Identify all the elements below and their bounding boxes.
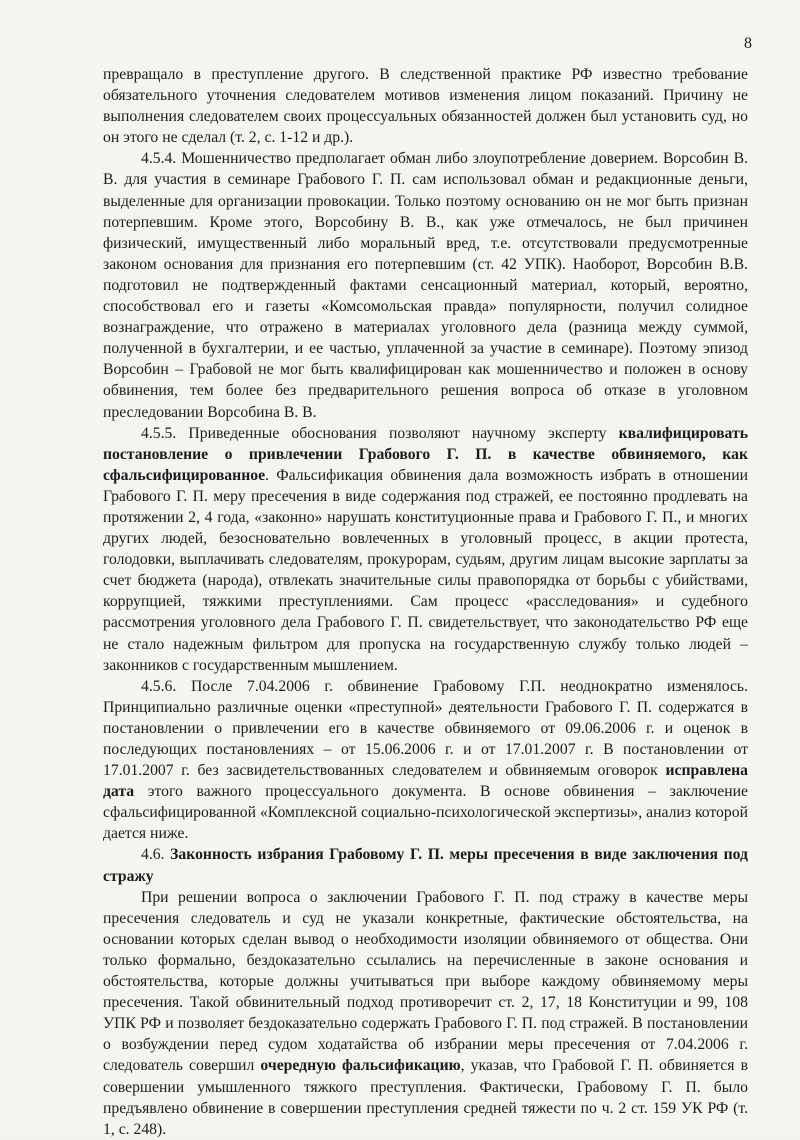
section-title: Законность избрания Грабовому Г. П. меры пресечения в виде заключения под стражу: [103, 846, 748, 885]
bold-phrase: очередную фальсификацию: [260, 1057, 461, 1075]
bold-phrase: квалифицировать постановление о привлечении Грабового Г. П. в качестве обвиняемого, как сфальсифицированное: [103, 424, 748, 484]
paragraph-text: , указав, что Грабовой Г. П. обвиняется в совершении умышленного тяжкого преступления. Фактически, Грабовому Г. П. было предъявлено обвинение в совершении преступления средней тяжести по ч. 2 ст. 159 УК РФ (т. 1, с. 248).: [103, 1057, 748, 1138]
paragraph-continuation: превращало в преступление другого. В следственной практике РФ известно требование обязательного уточнения следователем мотивов изменения лицом показаний. Причину не выполнения следователем своих процессуальных обязанностей должен был установить суд, но он этого не сделал (т. 2, с. 1-12 и др.).: [103, 66, 748, 147]
section-number: 4.6.: [141, 846, 171, 864]
paragraph-4-5-6: [103, 676, 748, 845]
paragraph-4-5-5: [103, 423, 748, 676]
paragraph-4-5-4: 4.5.4. Мошенничество предполагает обман либо злоупотребление доверием. Ворсобин В. В. для участия в семинаре Грабового Г. П. сам использовал обман и редакционные деньги, выделенные для организации провокации. Только поэтому основанию он не мог быть признан потерпевшим. Кроме этого, Ворсобину В. В., как уже отмечалось, не был причинен физический, имущественный либо моральный вред, т.е. отсутствовали предусмотренные законом основания для признания его потерпевшим (ст. 42 УПК). Наоборот, Ворсобин В.В. подготовил не подтвержденный фактами сенсационный материал, который, вероятно, способствовал его и газеты «Комсомольская правда» популярности, получил солидное вознаграждение, что отражено в материалах уголовного дела (разница между суммой, полученной в бухгалтерии, и ее частью, уплаченной за участие в семинаре). Поэтому эпизод Ворсобин – Грабовой не мог быть квалифицирован как мошенничество и положен в основу обвинения, тем более без предварительного решения вопроса об отказе в уголовном преследовании Ворсобина В. В.: [103, 150, 748, 421]
paragraph-text: 4.5.6. После 7.04.2006 г. обвинение Грабовому Г.П. неоднократно изменялось. Принципиально различные оценки «преступной» деятельности Грабового Г. П. содержатся в постановлении о привлечении его в качестве обвиняемого от 09.06.2006 г. и оценок в последующих постановлениях – от 15.06.2006 г. и от 17.01.2007 г. В постановлении от 17.01.2007 г. без засвидетельствованных следователем и обвиняемым оговорок: [103, 677, 748, 780]
paragraph-text: При решении вопроса о заключении Грабового Г. П. под стражу в качестве меры пресечения следователь и суд не указали конкретные, фактические обстоятельства, на основании которых сделан вывод о необходимости изоляции обвиняемого от общества. Они только формально, бездоказательно ссылались на перечисленные в законе основания и обстоятельства, которые должны учитываться при выборе каждому обвиняемому меры пресечения. Такой обвинительный подход противоречит ст. 2, 17, 18 Конституции и 99, 108 УПК РФ и позволяет бездоказательно содержать Грабового Г. П. под стражей. В постановлении о возбуждении перед судом ходатайства об избрании меры пресечения от 7.04.2006 г. следователь совершил: [103, 888, 748, 1075]
paragraph-text: 4.5.5. Приведенные обоснования позволяют научному эксперту: [141, 424, 619, 442]
bold-phrase: исправлена дата: [103, 762, 748, 801]
section-heading-4-6: [103, 844, 748, 886]
paragraph-4-6-body: [103, 887, 748, 1140]
paragraph-text: . Фальсификация обвинения дала возможность избрать в отношении Грабового Г. П. меру пресечения в виде содержания под стражей, ее постоянно продлевать на протяжении 2, 4 года, «законно» нарушать конституционные права и Грабового Г. П., и многих других людей, безосновательно вовлеченных в уголовный процесс, в акции протеста, голодовки, выплачивать следователям, прокурорам, судьям, другим лицам высокие зарплаты за счет бюджета (народа), отвлекать значительные силы правопорядка от борьбы с убийствами, коррупцией, тяжкими преступлениями. Сам процесс «расследования» и судебного рассмотрения уголовного дела Грабового Г. П. свидетельствует, что законодательство РФ еще не стало надежным фильтром для пропуска на государственную службу только людей – законников с государственным мышлением.: [103, 466, 748, 674]
document-body: [103, 64, 748, 1140]
paragraph-text: этого важного процессуального документа. В основе обвинения – заключение сфальсифицированной «Комплексной социально-психологической экспертизы», анализ которой дается ниже.: [103, 783, 748, 843]
page-number: 8: [744, 35, 752, 52]
